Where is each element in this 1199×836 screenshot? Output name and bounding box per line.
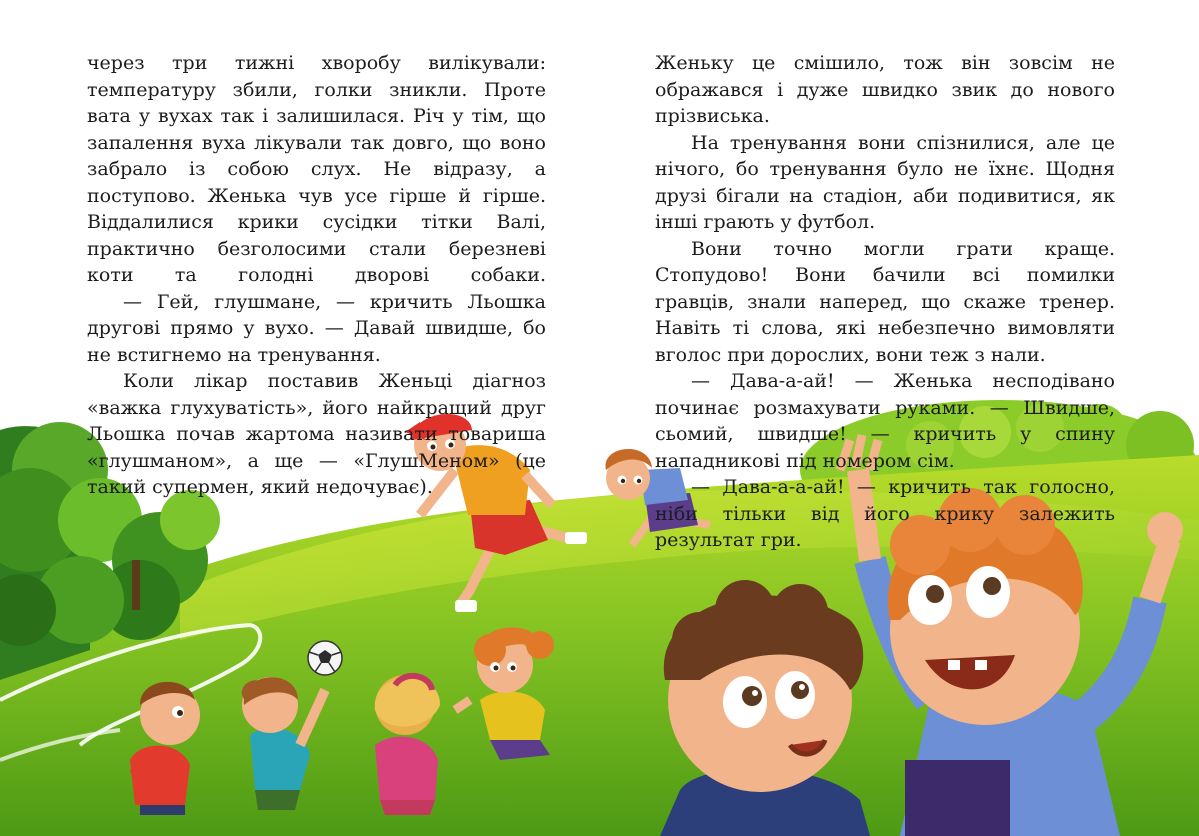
paragraph: — Гей, глушмане, — кричить Льошка другові прямо у вухо. — Давай швидше, бо не встигнемо на тренування.	[87, 290, 546, 366]
paragraph: На тренування вони спізнилися, але це нічого, бо тренування було не їхнє. Щодня друзі бігали на стадіон, аби подивитися, як інші грають у футбол.	[655, 131, 1115, 233]
right-text-column	[655, 50, 1115, 554]
boy-brown-hair	[660, 580, 870, 836]
paragraph: — Дава-а-а-ай! — кричить так голосно, ніби тільки від його крику залежить результат гри.	[655, 476, 1115, 551]
paragraph: Вони точно могли грати краще. Стопудово! Вони бачили всі помилки гравців, знали наперед, що скаже тренер. Навіть ті слова, які небезпечно вимовляти вголос при дорослих, вони теж з нали.	[655, 237, 1115, 366]
football	[308, 641, 342, 675]
paragraph: Женьку це смішило, тож він зовсім не ображався і дуже швидко звик до нового прізвиська.	[655, 52, 1115, 127]
left-text-column	[87, 50, 546, 501]
paragraph: Коли лікар поставив Женьці діагноз «важка глухуватість», його найкращий друг Льошка почав жартома називати товариша «глушманом», а ще — «ГлушМеном» (це такий супермен, який недочуває).	[87, 370, 546, 498]
paragraph: — Дава-а-ай! — Женька несподівано починає розмахувати руками. — Швидше, сьомий, швидше! — кричить у спину нападникові під номером сім.	[655, 370, 1115, 472]
paragraph: через три тижні хворобу вилікували: температуру збили, голки зникли. Проте вата у вухах так і залишилася. Річ у тім, що запалення вуха лікували так довго, що воно забрало із собою слух. Не відразу, а поступово. Женька чув усе гірше й гірше. Віддалилися крики сусідки тітки Валі, практично безголосими стали березневі коти та голодні дворові собаки.	[87, 52, 546, 286]
